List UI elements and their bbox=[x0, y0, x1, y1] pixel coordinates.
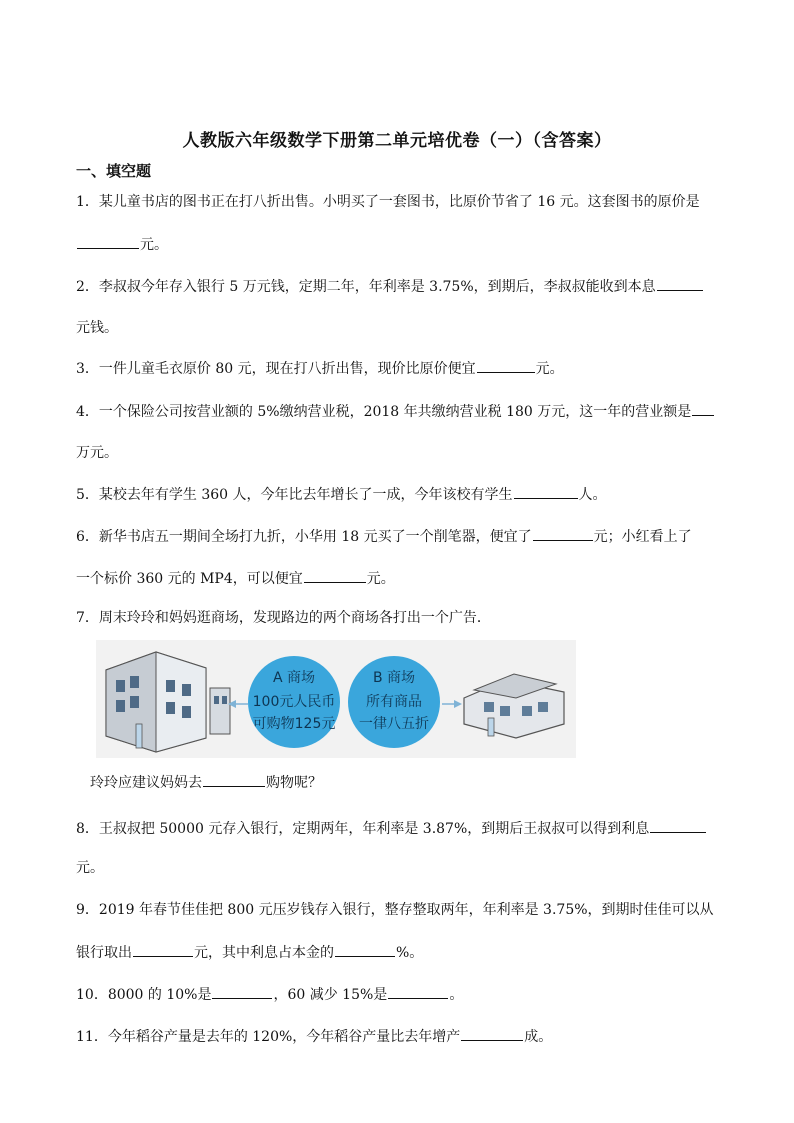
answer-blank[interactable] bbox=[650, 818, 706, 833]
section-heading: 一、填空题 bbox=[76, 162, 152, 180]
question-5: 5．某校去年有学生 360 人，今年比去年增长了一成，今年该校有学生 人。 bbox=[76, 484, 607, 505]
question-1-line-1: 1．某儿童书店的图书正在打八折出售。小明买了一套图书，比原价节省了 16 元。这套图书的原价是 bbox=[76, 194, 700, 210]
answer-blank[interactable] bbox=[533, 526, 593, 541]
question-2-line-1: 2．李叔叔今年存入银行 5 万元钱，定期二年，年利率是 3.75%，到期后，李叔叔能收到本息 bbox=[76, 276, 704, 297]
question-4-line-1: 4．一个保险公司按营业额的 5%缴纳营业税，2018 年共缴纳营业税 180 万元，这一年的营业额是 bbox=[76, 401, 715, 422]
question-8-line-1: 8．王叔叔把 50000 元存入银行，定期两年，年利率是 3.87%，到期后王叔叔可以得到利息 bbox=[76, 818, 707, 839]
document-title: 人教版六年级数学下册第二单元培优卷（一）（含答案） bbox=[182, 131, 612, 151]
answer-blank[interactable] bbox=[133, 942, 193, 957]
answer-blank[interactable] bbox=[203, 772, 265, 787]
answer-blank[interactable] bbox=[304, 568, 366, 583]
question-3: 3．一件儿童毛衣原价 80 元，现在打八折出售，现价比原价便宜 元。 bbox=[76, 358, 564, 379]
question-9-line-1: 9．2019 年春节佳佳把 800 元压岁钱存入银行，整存整取两年，年利率是 3.75%，到期时佳佳可以从 bbox=[76, 902, 714, 918]
question-2-line-2: 元钱。 bbox=[76, 320, 118, 336]
question-4-line-2: 万元。 bbox=[76, 445, 118, 461]
mall-a-offer-line-2: 可购物125元 bbox=[252, 716, 336, 732]
mall-a-offer-line-1: 100元人民币 bbox=[252, 694, 336, 710]
question-10: 10．8000 的 10%是 ，60 减少 15%是 。 bbox=[76, 984, 463, 1005]
question-7-prompt: 玲玲应建议妈妈去 购物呢？ bbox=[90, 772, 322, 793]
mall-building-icon bbox=[464, 674, 564, 738]
question-8-line-2: 元。 bbox=[76, 860, 104, 876]
arrow-right-icon bbox=[454, 700, 462, 708]
answer-blank[interactable] bbox=[692, 401, 714, 416]
answer-blank[interactable] bbox=[514, 484, 578, 499]
answer-blank[interactable] bbox=[461, 1026, 523, 1041]
question-1-line-2: 元。 bbox=[76, 234, 168, 255]
question-7: 7．周末玲玲和妈妈逛商场，发现路边的两个商场各打出一个广告． bbox=[76, 610, 491, 626]
advertisement-illustration bbox=[96, 640, 576, 758]
mall-a-label: A 商场 bbox=[272, 670, 316, 686]
answer-blank[interactable] bbox=[657, 276, 703, 291]
question-6-line-2: 一个标价 360 元的 MP4，可以便宜 元。 bbox=[76, 568, 395, 589]
answer-blank[interactable] bbox=[477, 358, 535, 373]
mall-b-offer-line-2: 一律八五折 bbox=[359, 716, 429, 732]
answer-blank[interactable] bbox=[212, 984, 272, 999]
answer-blank[interactable] bbox=[335, 942, 395, 957]
answer-blank[interactable] bbox=[77, 234, 139, 249]
question-6-line-1: 6．新华书店五一期间全场打九折，小华用 18 元买了一个削笔器，便宜了 元；小红看上了 bbox=[76, 526, 692, 547]
question-9-line-2: 银行取出 元，其中利息占本金的 %。 bbox=[76, 942, 423, 963]
mall-b-offer-line-1: 所有商品 bbox=[366, 694, 422, 710]
answer-blank[interactable] bbox=[388, 984, 448, 999]
question-11: 11．今年稻谷产量是去年的 120%，今年稻谷产量比去年增产 成。 bbox=[76, 1026, 552, 1047]
office-building-icon bbox=[106, 652, 230, 752]
mall-b-label: B 商场 bbox=[372, 670, 416, 686]
